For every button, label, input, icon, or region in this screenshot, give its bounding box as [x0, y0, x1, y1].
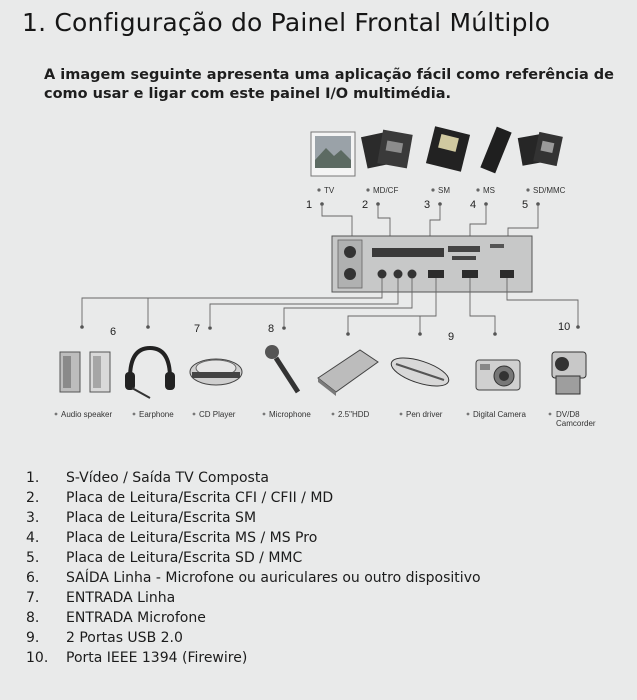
memory-stick-icon [480, 127, 511, 174]
legend-number: 5. [26, 550, 40, 566]
legend-text: Placa de Leitura/Escrita CFI / CFII / MD [66, 490, 334, 506]
legend-text: Placa de Leitura/Escrita MS / MS Pro [66, 530, 318, 546]
legend-item [26, 608, 616, 628]
number-8: 8 [268, 323, 275, 335]
label-audio-speaker: Audio speaker [61, 410, 113, 419]
sd-card-icon [518, 132, 563, 166]
label-tv: TV [324, 186, 335, 195]
legend-list [26, 468, 616, 668]
digital-camera-icon [476, 360, 520, 390]
legend-number: 4. [26, 530, 40, 546]
hdd-icon [318, 350, 378, 396]
label-microphone: Microphone [269, 410, 311, 419]
number-3: 3 [424, 199, 431, 211]
legend-text: ENTRADA Linha [66, 590, 176, 606]
legend-item [26, 588, 616, 608]
label-camcorder: Camcorder [556, 419, 596, 428]
label-digital-camera: Digital Camera [473, 410, 526, 419]
intro-line-2: como usar e ligar com este painel I/O multimédia. [44, 86, 452, 102]
microphone-icon [265, 345, 298, 392]
legend-number: 3. [26, 510, 40, 526]
legend-number: 7. [26, 590, 40, 606]
legend-item [26, 628, 616, 648]
tv-icon [311, 132, 355, 176]
legend-text: Placa de Leitura/Escrita SD / MMC [66, 550, 303, 566]
label-cd-player: CD Player [199, 410, 236, 419]
front-panel [332, 236, 532, 292]
speaker-icon [60, 352, 110, 392]
legend-number: 9. [26, 630, 40, 646]
legend-item [26, 548, 616, 568]
number-9: 9 [448, 331, 455, 343]
legend-text: SAÍDA Linha - Microfone ou auriculares ou outro dispositivo [66, 570, 481, 586]
legend-number: 10. [26, 650, 49, 666]
smartmedia-card-icon [426, 126, 470, 172]
number-7: 7 [194, 323, 201, 335]
number-4: 4 [470, 199, 477, 211]
legend-text: Placa de Leitura/Escrita SM [66, 510, 257, 526]
intro-paragraph [44, 66, 615, 104]
legend-number: 6. [26, 570, 40, 586]
legend-item [26, 488, 616, 508]
legend-item [26, 648, 616, 668]
label-sd-mmc: SD/MMC [533, 186, 566, 195]
page-title: 1. Configuração do Painel Frontal Múltiplo [22, 8, 551, 37]
connection-diagram [0, 120, 637, 440]
label-sm: SM [438, 186, 450, 195]
label-earphone: Earphone [139, 410, 174, 419]
legend-item [26, 568, 616, 588]
label-hdd: 2.5"HDD [338, 410, 370, 419]
number-1: 1 [306, 199, 313, 211]
legend-text: 2 Portas USB 2.0 [66, 630, 183, 646]
legend-item [26, 528, 616, 548]
label-dv-d8: DV/D8 [556, 410, 580, 419]
label-md-cf: MD/CF [373, 186, 399, 195]
legend-number: 8. [26, 610, 40, 626]
legend-number: 1. [26, 470, 40, 486]
cd-player-icon [190, 359, 242, 385]
legend-item [26, 468, 616, 488]
legend-text: ENTRADA Microfone [66, 610, 206, 626]
legend-text: Porta IEEE 1394 (Firewire) [66, 650, 248, 666]
pen-drive-icon [388, 352, 452, 391]
legend-number: 2. [26, 490, 40, 506]
label-ms: MS [483, 186, 495, 195]
number-2: 2 [362, 199, 369, 211]
legend-text: S-Vídeo / Saída TV Composta [66, 470, 269, 486]
intro-line-1: A imagem seguinte apresenta uma aplicação fácil como referência de [44, 67, 615, 83]
label-pen-driver: Pen driver [406, 410, 443, 419]
legend-item [26, 508, 616, 528]
number-5: 5 [522, 199, 529, 211]
camcorder-icon [552, 352, 586, 394]
headphones-icon [125, 348, 175, 398]
number-10: 10 [558, 321, 571, 333]
memory-card-icon [361, 130, 413, 169]
number-6: 6 [110, 326, 117, 338]
